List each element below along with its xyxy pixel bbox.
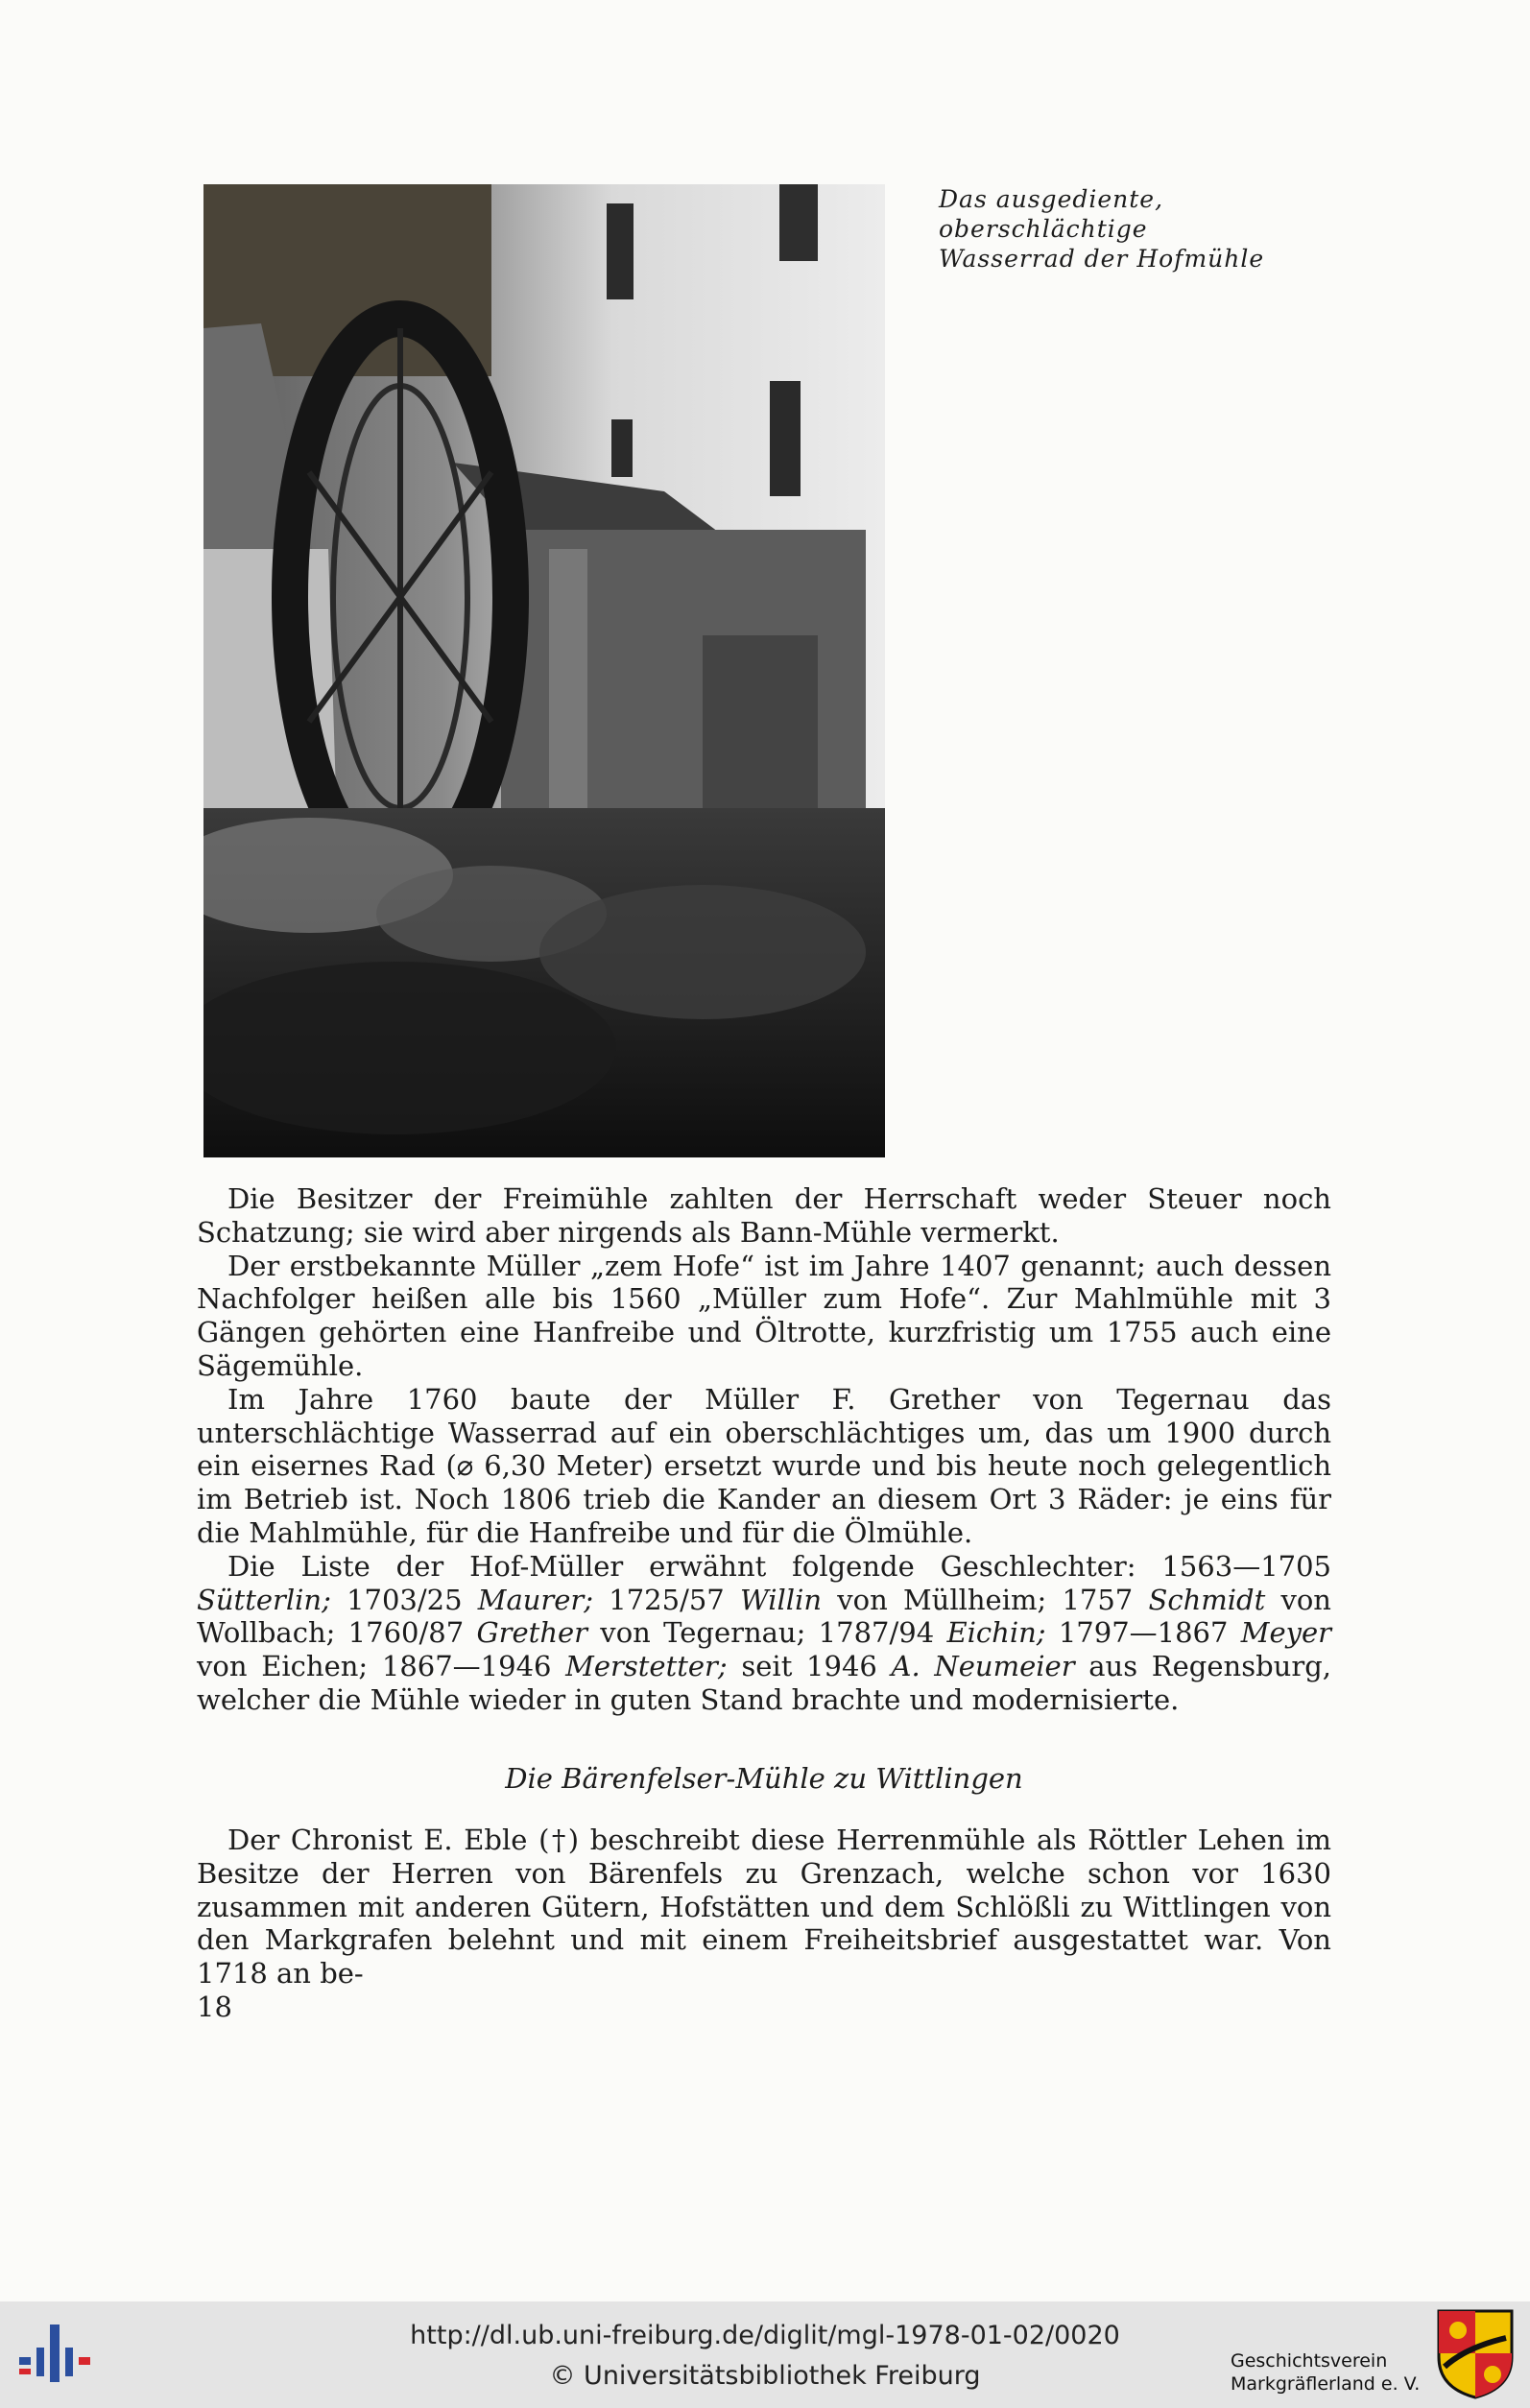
text-run: 1703/25 xyxy=(330,1583,478,1616)
footer-bar xyxy=(0,2301,1530,2408)
text-run: von Tegernau; 1787/94 xyxy=(587,1616,947,1650)
family-name: Schmidt xyxy=(1148,1583,1266,1616)
footer-url-link[interactable]: http://dl.ub.uni-freiburg.de/diglit/mgl-1978-01-02/0020 xyxy=(410,2321,1120,2350)
text-run: von Eichen; 1867—1946 xyxy=(197,1650,566,1683)
family-name: Eichin; xyxy=(946,1616,1046,1650)
body-text-section-2 xyxy=(197,1824,1331,1991)
family-name: Willin xyxy=(739,1583,823,1616)
caption-line-2: Wasserrad der Hofmühle xyxy=(939,245,1265,273)
publisher-line-2: Markgräflerland e. V. xyxy=(1231,2373,1421,2395)
coat-of-arms-icon xyxy=(1437,2309,1514,2399)
family-name: Sütterlin; xyxy=(197,1583,331,1616)
paragraph-miller-list xyxy=(197,1550,1331,1717)
watermill-photo xyxy=(203,184,885,1157)
text-run: von Müllheim; 1757 xyxy=(822,1583,1149,1616)
figure-caption xyxy=(939,184,1342,274)
page-number: 18 xyxy=(197,1991,232,2023)
text-run: 1725/57 xyxy=(593,1583,740,1616)
text-run: 1797—1867 xyxy=(1045,1616,1241,1650)
family-name: Maurer; xyxy=(477,1583,594,1616)
watermill-photo-graphic xyxy=(203,184,885,1157)
text-run: aus Regensburg, welcher die Mühle wieder in guten Stand brachte und modernisierte. xyxy=(197,1650,1331,1716)
text-run: Die Liste der Hof-Müller erwähnt folgende Geschlechter: 1563—1705 xyxy=(227,1549,1331,1583)
body-text-section-1 xyxy=(197,1182,1331,1717)
text-run: seit 1946 xyxy=(727,1650,892,1683)
text-run: von Wollbach; 1760/87 xyxy=(197,1583,1331,1650)
family-name: Grether xyxy=(476,1616,588,1650)
paragraph-chronist: Der Chronist E. Eble (†) beschreibt diese Herrenmühle als Röttler Lehen im Besitze der Herren von Bärenfels zu Grenzach, welche schon vor 1630 zusammen mit anderen Gütern, Hofstätten und dem Schlößli zu Wittlingen von den Markgrafen belehnt und mit einem Freiheitsbrief ausgestattet war. Von 1718 an be- xyxy=(197,1824,1331,1991)
publisher-line-1: Geschichtsverein xyxy=(1231,2350,1388,2372)
caption-line-1: Das ausgediente, oberschlächtige xyxy=(939,185,1164,243)
paragraph-tax: Die Besitzer der Freimühle zahlten der Herrschaft weder Steuer noch Schatzung; sie wird aber nirgends als Bann-Mühle vermerkt. xyxy=(197,1182,1331,1249)
family-name: Merstetter; xyxy=(565,1650,728,1683)
paragraph-first-miller: Der erstbekannte Müller „zem Hofe“ ist im Jahre 1407 genannt; auch dessen Nachfolger heißen alle bis 1560 „Müller zum Hofe“. Zur Mahlmühle mit 3 Gängen gehörten eine Hanfreibe und Öltrotte, kurzfristig um 1755 auch eine Sägemühle. xyxy=(197,1249,1331,1382)
family-name: A. Neumeier xyxy=(891,1650,1075,1683)
footer-publisher xyxy=(1231,2349,1420,2396)
family-name: Meyer xyxy=(1240,1616,1332,1650)
section-heading: Die Bärenfelser-Mühle zu Wittlingen xyxy=(505,1762,1023,1795)
footer-copyright: © Universitätsbibliothek Freiburg xyxy=(549,2361,981,2391)
paragraph-water-wheel: Im Jahre 1760 baute der Müller F. Grether von Tegernau das unterschlächtige Wasserrad auf ein oberschlächtiges um, das um 1900 durch ein eisernes Rad (⌀ 6,30 Meter) ersetzt wurde und bis heute noch gelegentlich im Betrieb ist. Noch 1806 trieb die Kander an diesem Ort 3 Räder: je eins für die Mahlmühle, für die Hanfreibe und für die Ölmühle. xyxy=(197,1382,1331,1549)
